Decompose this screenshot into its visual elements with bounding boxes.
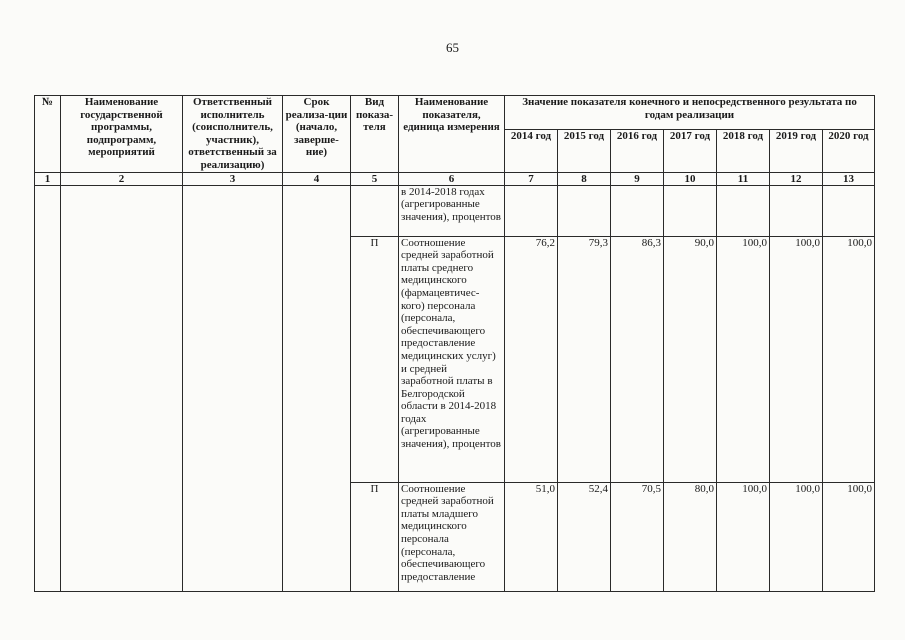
cell-indicator-name: в 2014-2018 годах (агрегированные значения), процентов bbox=[399, 185, 505, 236]
header-type: Вид показа-теля bbox=[351, 96, 399, 173]
header-row bbox=[35, 96, 875, 130]
column-number: 11 bbox=[717, 172, 770, 185]
cell-value bbox=[823, 185, 875, 236]
column-numbers-row bbox=[35, 172, 875, 185]
cell-value: 100,0 bbox=[717, 482, 770, 591]
cell-value: 70,5 bbox=[611, 482, 664, 591]
cell-value: 52,4 bbox=[558, 482, 611, 591]
year-2014: 2014 год bbox=[505, 130, 558, 173]
column-number: 5 bbox=[351, 172, 399, 185]
cell-value: 100,0 bbox=[823, 236, 875, 482]
column-number: 2 bbox=[61, 172, 183, 185]
cell-indicator-name: Соотношение средней заработной платы младшего медицинского персонала (персонала, обеспечивающего предоставление bbox=[399, 482, 505, 591]
cell-type: П bbox=[351, 482, 399, 591]
cell-value: 79,3 bbox=[558, 236, 611, 482]
header-num: № bbox=[35, 96, 61, 173]
cell-num bbox=[35, 185, 61, 591]
cell-type: П bbox=[351, 236, 399, 482]
year-2020: 2020 год bbox=[823, 130, 875, 173]
cell-executor bbox=[183, 185, 283, 591]
column-number: 7 bbox=[505, 172, 558, 185]
column-number: 9 bbox=[611, 172, 664, 185]
header-term: Срок реализа-ции (начало, заверше-ние) bbox=[283, 96, 351, 173]
cell-value: 80,0 bbox=[664, 482, 717, 591]
cell-value: 90,0 bbox=[664, 236, 717, 482]
cell-value: 100,0 bbox=[770, 482, 823, 591]
table-row bbox=[35, 185, 875, 236]
cell-value bbox=[664, 185, 717, 236]
column-number: 10 bbox=[664, 172, 717, 185]
column-number: 3 bbox=[183, 172, 283, 185]
column-number: 6 bbox=[399, 172, 505, 185]
year-2015: 2015 год bbox=[558, 130, 611, 173]
indicator-table bbox=[34, 95, 875, 592]
header-values-group: Значение показателя конечного и непосредственного результата по годам реализации bbox=[505, 96, 875, 130]
cell-value: 100,0 bbox=[770, 236, 823, 482]
column-number: 13 bbox=[823, 172, 875, 185]
year-2019: 2019 год bbox=[770, 130, 823, 173]
header-indicator: Наименование показателя, единица измерения bbox=[399, 96, 505, 173]
cell-value: 76,2 bbox=[505, 236, 558, 482]
cell-value bbox=[505, 185, 558, 236]
cell-value: 100,0 bbox=[823, 482, 875, 591]
header-executor: Ответственный исполнитель (соисполнитель, участник), ответственный за реализацию) bbox=[183, 96, 283, 173]
cell-program bbox=[61, 185, 183, 591]
cell-value: 86,3 bbox=[611, 236, 664, 482]
column-number: 12 bbox=[770, 172, 823, 185]
cell-indicator-name: Соотношение средней заработной платы среднего медицинского (фармацевтичес-кого) персонала (персонала, обеспечивающего предоставление медицинских услуг) и средней заработной платы в Белгородской области в 2014-2018 годах (агрегированные значения), процентов bbox=[399, 236, 505, 482]
cell-value bbox=[611, 185, 664, 236]
cell-value bbox=[770, 185, 823, 236]
cell-value bbox=[717, 185, 770, 236]
year-2016: 2016 год bbox=[611, 130, 664, 173]
column-number: 1 bbox=[35, 172, 61, 185]
column-number: 4 bbox=[283, 172, 351, 185]
cell-type bbox=[351, 185, 399, 236]
header-program: Наименование государственной программы, подпрограмм, мероприятий bbox=[61, 96, 183, 173]
cell-value: 51,0 bbox=[505, 482, 558, 591]
column-number: 8 bbox=[558, 172, 611, 185]
year-2018: 2018 год bbox=[717, 130, 770, 173]
year-2017: 2017 год bbox=[664, 130, 717, 173]
cell-value: 100,0 bbox=[717, 236, 770, 482]
cell-value bbox=[558, 185, 611, 236]
page-number: 65 bbox=[446, 40, 459, 55]
cell-term bbox=[283, 185, 351, 591]
